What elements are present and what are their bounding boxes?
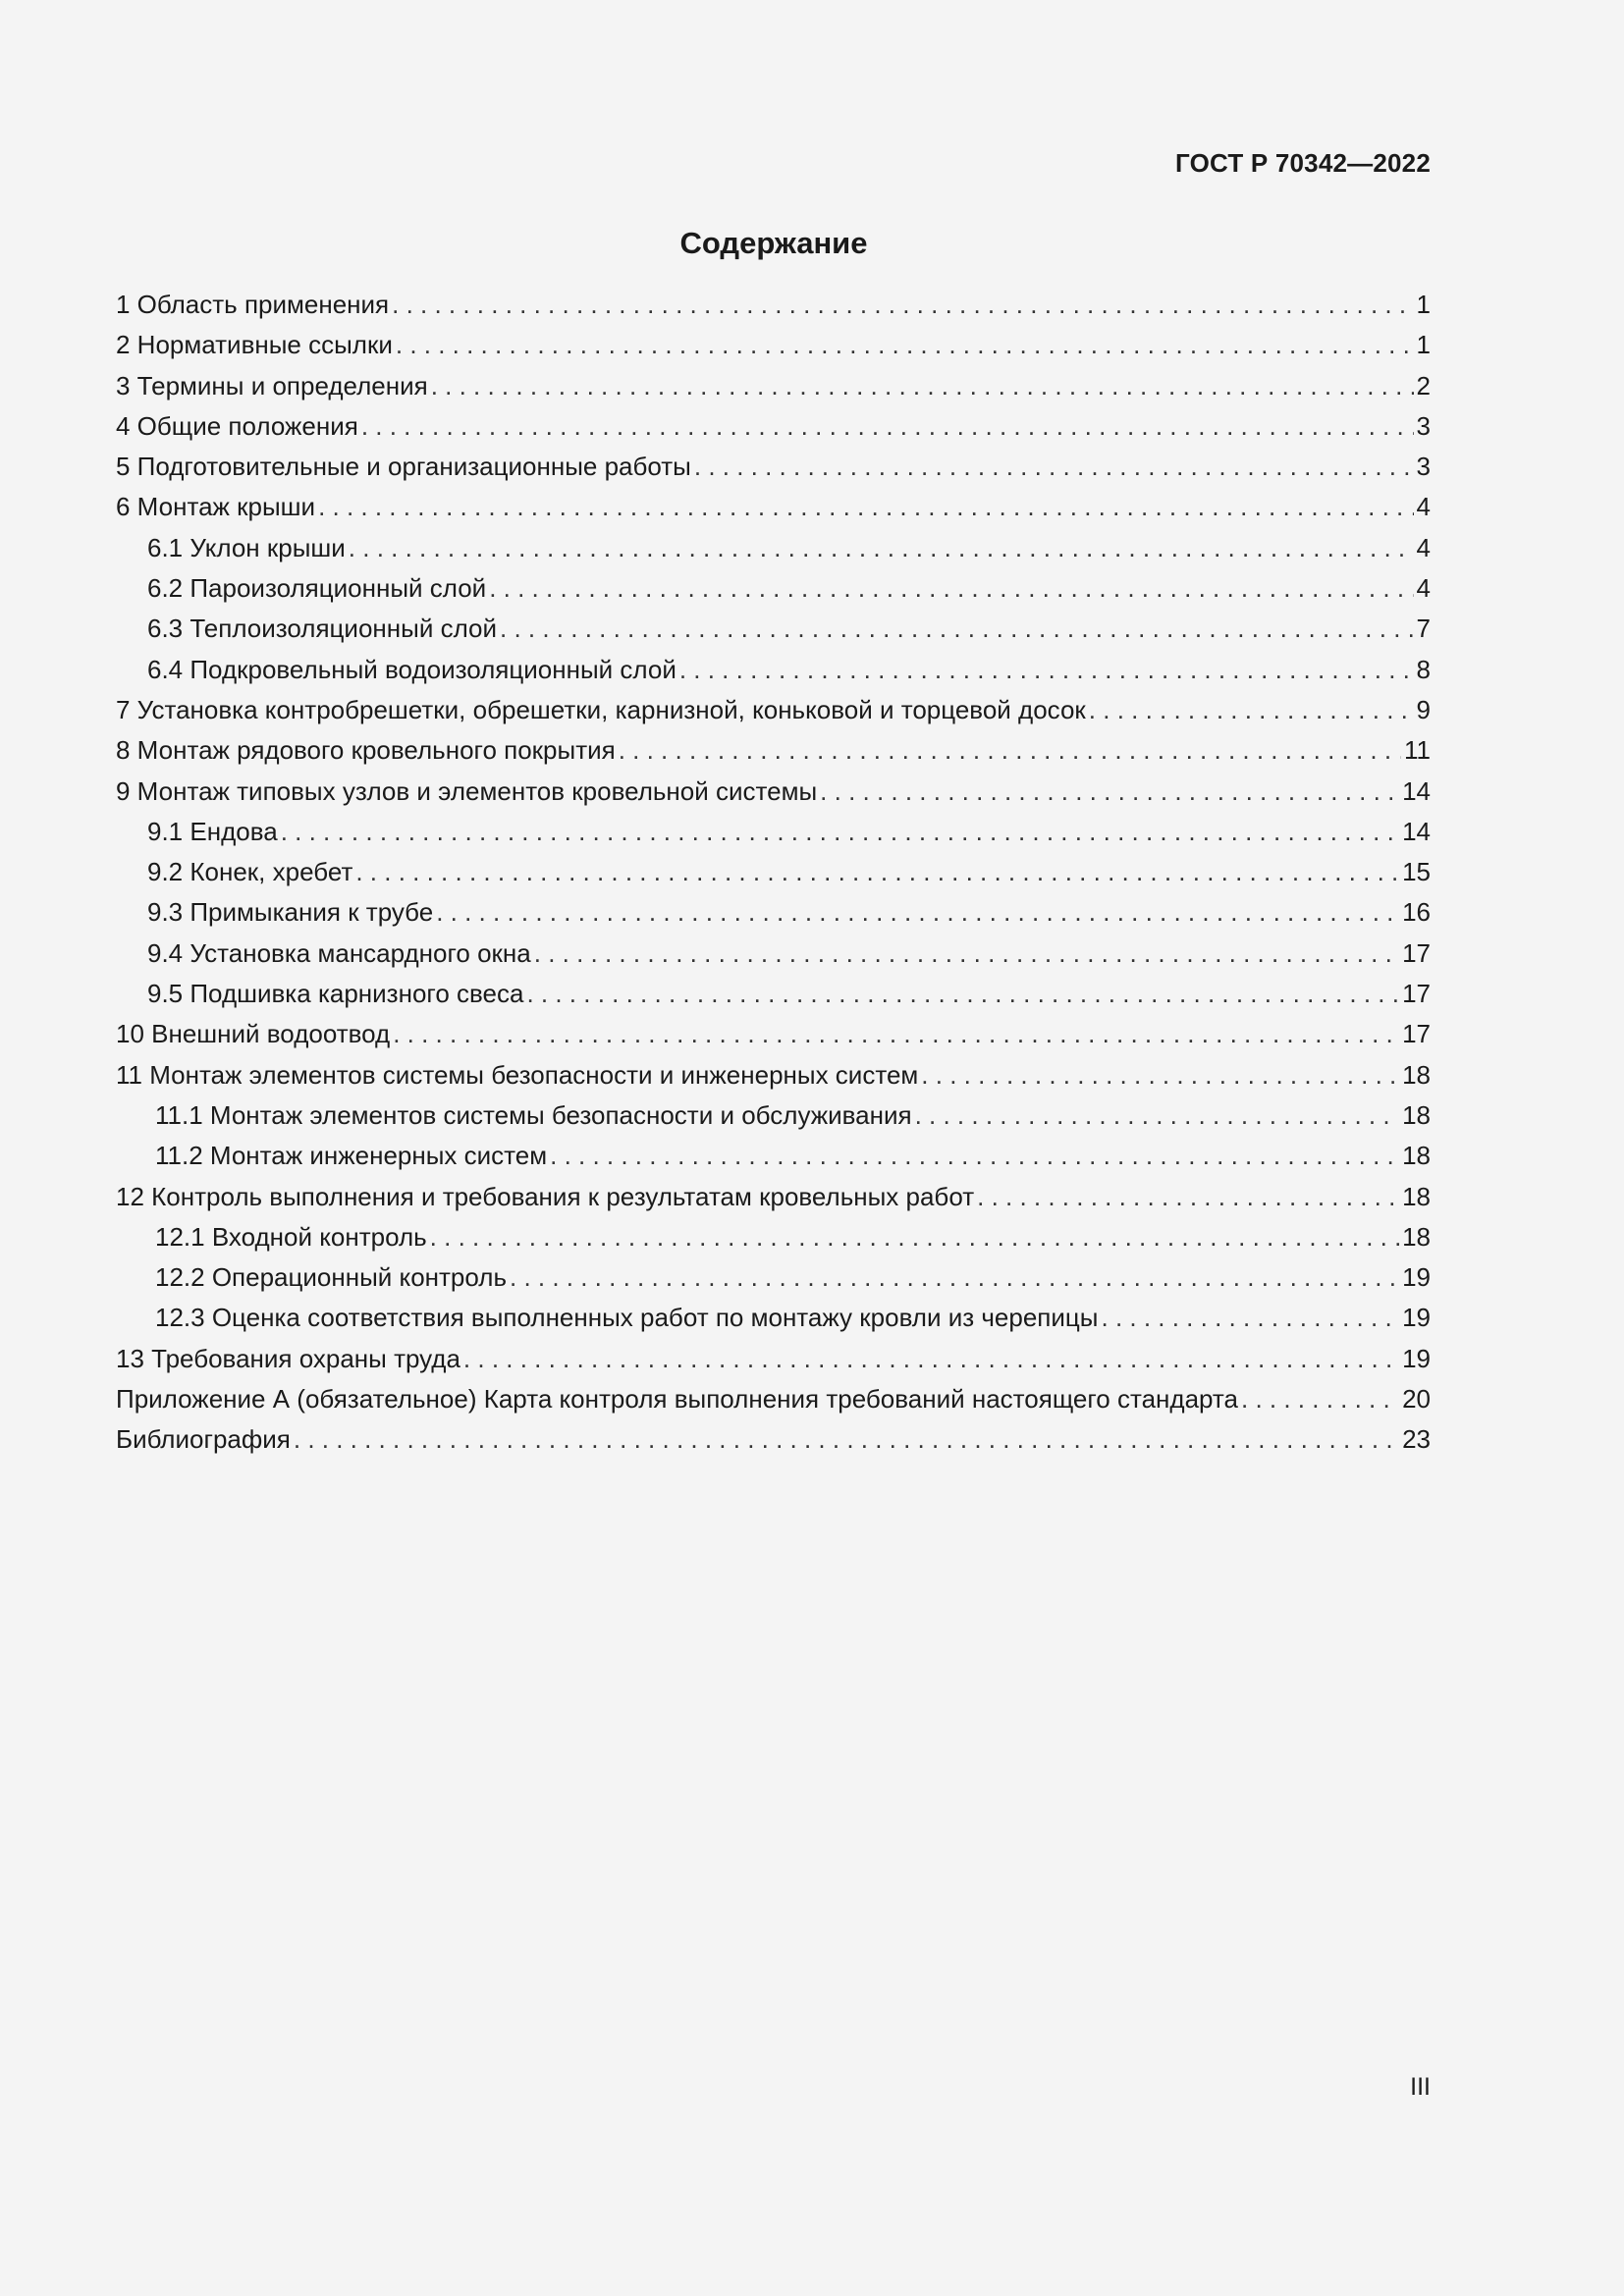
toc-entry-page: 18 bbox=[1402, 1221, 1431, 1252]
toc-dot-leader bbox=[510, 1257, 1399, 1298]
toc-dot-leader bbox=[430, 1217, 1399, 1257]
toc-entry[interactable] bbox=[116, 1339, 1431, 1379]
toc-entry-page: 20 bbox=[1402, 1384, 1431, 1415]
toc-title: Содержание bbox=[679, 226, 868, 260]
toc-entry-page: 19 bbox=[1402, 1262, 1431, 1293]
toc-entry[interactable] bbox=[116, 366, 1431, 406]
toc-entry-page: 23 bbox=[1402, 1424, 1431, 1455]
toc-entry[interactable] bbox=[116, 568, 1431, 609]
toc-entry[interactable] bbox=[116, 1136, 1431, 1176]
toc-dot-leader bbox=[694, 447, 1414, 487]
toc-entry-label: 11.1 Монтаж элементов системы безопасности и обслуживания bbox=[155, 1099, 912, 1130]
toc-entry-label: 6 Монтаж крыши bbox=[116, 492, 316, 522]
toc-entry-label: 10 Внешний водоотвод bbox=[116, 1019, 391, 1049]
toc-entry-page: 18 bbox=[1402, 1059, 1431, 1090]
toc-entry-label: 12.2 Операционный контроль bbox=[155, 1262, 507, 1293]
toc-entry-page: 9 bbox=[1416, 694, 1431, 724]
toc-dot-leader bbox=[355, 852, 1399, 892]
toc-entry-label: 2 Нормативные ссылки bbox=[116, 330, 393, 360]
toc-entry-label: Библиография bbox=[116, 1424, 291, 1455]
toc-dot-leader bbox=[392, 285, 1413, 325]
toc-entry-label: 12.3 Оценка соответствия выполненных работ по монтажу кровли из черепицы bbox=[155, 1303, 1099, 1333]
toc-entry-label: 6.4 Подкровельный водоизоляционный слой bbox=[147, 654, 677, 684]
toc-entry-label: 9.1 Ендова bbox=[147, 816, 278, 846]
toc-entry-label: 12 Контроль выполнения и требования к результатам кровельных работ bbox=[116, 1181, 975, 1211]
toc-entry-label: 4 Общие положения bbox=[116, 410, 358, 441]
document-code: ГОСТ Р 70342—2022 bbox=[1175, 148, 1431, 178]
toc-entry[interactable] bbox=[116, 406, 1431, 447]
toc-entry[interactable] bbox=[116, 650, 1431, 690]
table-of-contents bbox=[116, 285, 1431, 1461]
toc-entry-label: 9.2 Конек, хребет bbox=[147, 857, 353, 887]
toc-entry-page: 18 bbox=[1402, 1141, 1431, 1171]
toc-dot-leader bbox=[463, 1339, 1399, 1379]
toc-entry[interactable] bbox=[116, 1379, 1431, 1419]
toc-dot-leader bbox=[318, 487, 1413, 527]
toc-entry[interactable] bbox=[116, 1177, 1431, 1217]
toc-entry[interactable] bbox=[116, 1298, 1431, 1338]
toc-entry-page: 3 bbox=[1416, 410, 1431, 441]
toc-entry-page: 1 bbox=[1416, 290, 1431, 319]
page-number: III bbox=[1410, 2073, 1431, 2101]
toc-entry[interactable] bbox=[116, 690, 1431, 730]
toc-entry-label: Приложение А (обязательное) Карта контроля выполнения требований настоящего стандарта bbox=[116, 1384, 1239, 1415]
toc-entry[interactable] bbox=[116, 934, 1431, 974]
toc-entry[interactable] bbox=[116, 730, 1431, 771]
toc-entry[interactable] bbox=[116, 325, 1431, 365]
toc-dot-leader bbox=[500, 609, 1414, 649]
toc-entry-label: 6.1 Уклон крыши bbox=[147, 532, 346, 562]
toc-entry-page: 8 bbox=[1416, 654, 1431, 684]
toc-dot-leader bbox=[349, 528, 1414, 568]
toc-entry[interactable] bbox=[116, 974, 1431, 1014]
toc-entry[interactable] bbox=[116, 447, 1431, 487]
toc-entry-page: 2 bbox=[1416, 370, 1431, 400]
toc-entry[interactable] bbox=[116, 285, 1431, 325]
toc-entry[interactable] bbox=[116, 772, 1431, 812]
toc-dot-leader bbox=[294, 1419, 1399, 1460]
toc-entry[interactable] bbox=[116, 1014, 1431, 1054]
toc-entry-page: 11 bbox=[1404, 735, 1431, 766]
toc-entry-label: 8 Монтаж рядового кровельного покрытия bbox=[116, 735, 616, 766]
toc-entry[interactable] bbox=[116, 1095, 1431, 1136]
toc-dot-leader bbox=[679, 650, 1414, 690]
toc-entry-label: 11.2 Монтаж инженерных систем bbox=[155, 1141, 548, 1171]
toc-entry-label: 9.3 Примыкания к трубе bbox=[147, 897, 434, 928]
toc-entry-label: 6.3 Теплоизоляционный слой bbox=[147, 614, 498, 644]
toc-entry-page: 16 bbox=[1402, 897, 1431, 928]
toc-entry-label: 9.5 Подшивка карнизного свеса bbox=[147, 979, 524, 1009]
toc-entry-label: 6.2 Пароизоляционный слой bbox=[147, 573, 487, 604]
toc-dot-leader bbox=[526, 974, 1399, 1014]
toc-entry-page: 17 bbox=[1402, 937, 1431, 968]
toc-entry-page: 1 bbox=[1416, 330, 1431, 360]
toc-entry[interactable] bbox=[116, 1257, 1431, 1298]
toc-entry-page: 4 bbox=[1416, 573, 1431, 604]
toc-dot-leader bbox=[534, 934, 1399, 974]
toc-dot-leader bbox=[436, 892, 1399, 933]
toc-entry[interactable] bbox=[116, 528, 1431, 568]
toc-entry-page: 17 bbox=[1402, 1019, 1431, 1049]
toc-dot-leader bbox=[396, 325, 1414, 365]
toc-entry-page: 19 bbox=[1402, 1343, 1431, 1373]
toc-dot-leader bbox=[1102, 1298, 1400, 1338]
toc-entry-page: 14 bbox=[1402, 775, 1431, 806]
toc-entry-label: 5 Подготовительные и организационные работы bbox=[116, 452, 691, 482]
toc-dot-leader bbox=[550, 1136, 1399, 1176]
toc-entry-label: 3 Термины и определения bbox=[116, 370, 428, 400]
toc-entry-label: 11 Монтаж элементов системы безопасности и инженерных систем bbox=[116, 1059, 919, 1090]
toc-entry-page: 4 bbox=[1416, 492, 1431, 522]
toc-entry[interactable] bbox=[116, 1055, 1431, 1095]
toc-dot-leader bbox=[393, 1014, 1399, 1054]
toc-entry[interactable] bbox=[116, 609, 1431, 649]
toc-entry-page: 19 bbox=[1402, 1303, 1431, 1333]
toc-entry[interactable] bbox=[116, 1217, 1431, 1257]
toc-dot-leader bbox=[431, 366, 1414, 406]
toc-entry[interactable] bbox=[116, 852, 1431, 892]
toc-entry[interactable] bbox=[116, 892, 1431, 933]
toc-entry-label: 9 Монтаж типовых узлов и элементов кровельной системы bbox=[116, 775, 818, 806]
toc-entry-page: 18 bbox=[1402, 1099, 1431, 1130]
toc-entry-page: 17 bbox=[1402, 979, 1431, 1009]
toc-entry-label: 7 Установка контробрешетки, обрешетки, карнизной, коньковой и торцевой досок bbox=[116, 694, 1086, 724]
toc-entry-page: 14 bbox=[1402, 816, 1431, 846]
toc-entry-label: 9.4 Установка мансардного окна bbox=[147, 937, 531, 968]
toc-entry[interactable] bbox=[116, 812, 1431, 852]
toc-entry-page: 3 bbox=[1416, 452, 1431, 482]
toc-dot-leader bbox=[1241, 1379, 1399, 1419]
toc-dot-leader bbox=[281, 812, 1399, 852]
toc-entry-page: 4 bbox=[1416, 532, 1431, 562]
toc-entry[interactable] bbox=[116, 487, 1431, 527]
toc-entry-page: 7 bbox=[1416, 614, 1431, 644]
toc-dot-leader bbox=[361, 406, 1414, 447]
toc-entry[interactable] bbox=[116, 1419, 1431, 1460]
toc-entry-label: 13 Требования охраны труда bbox=[116, 1343, 460, 1373]
toc-dot-leader bbox=[915, 1095, 1399, 1136]
toc-entry-label: 12.1 Входной контроль bbox=[155, 1221, 427, 1252]
toc-dot-leader bbox=[1089, 690, 1414, 730]
toc-dot-leader bbox=[489, 568, 1413, 609]
toc-entry-page: 15 bbox=[1402, 857, 1431, 887]
toc-dot-leader bbox=[921, 1055, 1399, 1095]
toc-entry-page: 18 bbox=[1402, 1181, 1431, 1211]
toc-dot-leader bbox=[820, 772, 1399, 812]
toc-dot-leader bbox=[619, 730, 1401, 771]
toc-entry-label: 1 Область применения bbox=[116, 290, 390, 319]
toc-dot-leader bbox=[977, 1177, 1399, 1217]
